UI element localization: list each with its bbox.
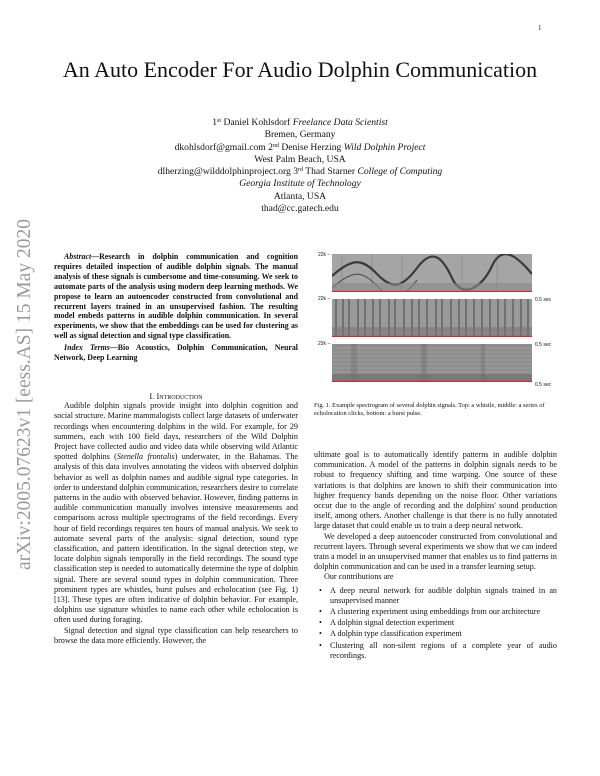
list-item: • Clustering all non-silent regions of a complete year of audio recordings.: [328, 641, 557, 661]
arxiv-stamp: [8, 190, 38, 570]
freq-label-bottom: 22k –: [318, 341, 331, 347]
right-paragraph-3: Our contributions are: [324, 572, 394, 582]
spectrogram-whistle: [332, 254, 532, 292]
paper-title: An Auto Encoder For Audio Dolphin Communication: [62, 57, 538, 82]
list-item: • A clustering experiment using embeddings from our architecture: [328, 607, 557, 617]
time-label-top: 0.5 sec: [535, 297, 552, 303]
abstract: [54, 252, 298, 365]
spectrogram-echolocation: [332, 299, 532, 337]
list-item: • A dolphin type classification experiment: [328, 629, 557, 639]
list-item: • A dolphin signal detection experiment: [328, 618, 557, 628]
intro-paragraph-2: Signal detection and signal type classification can help researchers to browse the data more efficiently. However, the: [54, 625, 298, 645]
freq-label-top: 22k –: [318, 252, 331, 258]
contributions-list: [314, 586, 557, 661]
figure-1-spectrogram: [318, 250, 556, 390]
right-paragraph-2: We developed a deep autoencoder constructed from convolutional and recurrent layers. Through several experiments we show that we can indeed train a model in an unsupervised manner that enables us to find patterns in dolphin communication and can be used in a transfer learning setup.: [314, 531, 557, 572]
arxiv-stamp-text: arXiv:2005.07623v1 [eess.AS] 15 May 2020: [14, 219, 35, 570]
spectrogram-burst-pulse: [332, 344, 532, 382]
abstract-text: —Research in dolphin communication and cognition requires detailed inspection of audible dolphin signals. The manual analysis of these signals is cumbersome and time-consuming. We seek to automate parts of the analysis using modern deep learning methods. We propose to learn an autoencoder constructed from convolutional and recurrent layers trained in an unsupervised fashion. The resulting model embeds patterns in audible dolphin communication. In several experiments, we show that the embeddings can be used for clustering as well as signal detection and signal type classification.: [54, 252, 298, 341]
right-column-text: [314, 450, 557, 662]
intro-paragraph-1: Audible dolphin signals provide insight into dolphin cognition and social structure. Marine mammalogists collect large datasets of underwater recordings when encountering dolphins in the wild. For example, for 29 summers, each with 100 field days, researchers of the Wild Dolphin Project have collected audio and video data while observing wild Atlantic spotted dolphins (Stenella frontalis) underwater, in the Bahamas. The analysis of this data involves annotating the videos with observed dolphin behavior as well as dolphin names and audible signal type categories. In order to understand dolphin communication, researchers desire to correlate patterns in the audio with observed behavior. However, finding patterns in audible communication manually involves intensive measurements and comparisons across multiple spectrograms of the field recordings. Every hour of field recordings requires ten hours of manual analysis. We seek to automate several parts of the analysis: signal detection, sound type classification, and pattern identification. In the signal detection step, we locate dolphin signals temporally in the field recordings. The sound type classification step is needed to automatically determine the type of dolphin signal. There are several sound types in dolphin communication. Three prominent types are whistles, burst pulses and echolocation (see Fig. 1) [13]. These types are often indicative of dolphin behavior. For example, dolphins use signature whistles to name each other while echolocation is often used during foraging.: [54, 401, 299, 625]
section-heading-introduction: I. Introduction: [149, 391, 203, 401]
index-terms-text: —Bio Acoustics, Dolphin Communication, Neural Network, Deep Learning: [54, 343, 298, 363]
time-label-bottom: 0.5 sec: [535, 382, 552, 388]
author-block: 1st Daniel Kohlsdorf Freelance Data Scientist Bremen, Germany dkohlsdorf@gmail.com 2nd Denise Herzing Wild Dolphin Project West Palm Beach, USA dlherzing@wilddolphinproject.org 3rd Thad Starner College of Computing Georgia Institute of Technology Atlanta, USA thad@cc.gatech.edu: [157, 117, 443, 215]
freq-label-middle: 22k –: [318, 296, 331, 302]
time-label-middle: 0.5 sec: [535, 342, 552, 348]
page-number: 1: [538, 24, 542, 32]
list-item: • A deep neural network for audible dolphin signals trained in an unsupervised manner: [328, 586, 557, 606]
figure-1-caption: Fig. 1. Example spectrogram of several dolphin signals. Top: a whistle, middle: a series of echolocation clicks, bottom: a burst pulse.: [314, 402, 545, 417]
right-paragraph-1: ultimate goal is to automatically identify patterns in audible dolphin communication. A model of the patterns in dolphin signals needs to be robust to frequency shifting and time warping. One source of these variations is that dolphins are known to shift their communication into higher frequency bands depending on the noise floor. Other variations occur due to the angle of recording and the dolphins' sound production itself, among others. Another challenge is that there is no fully annotated large dataset that could enable us to train a deep neural network.: [314, 450, 557, 531]
abstract-lead: Abstract: [64, 252, 92, 261]
index-terms-lead: Index Terms: [64, 343, 110, 353]
introduction-section: [54, 391, 298, 646]
